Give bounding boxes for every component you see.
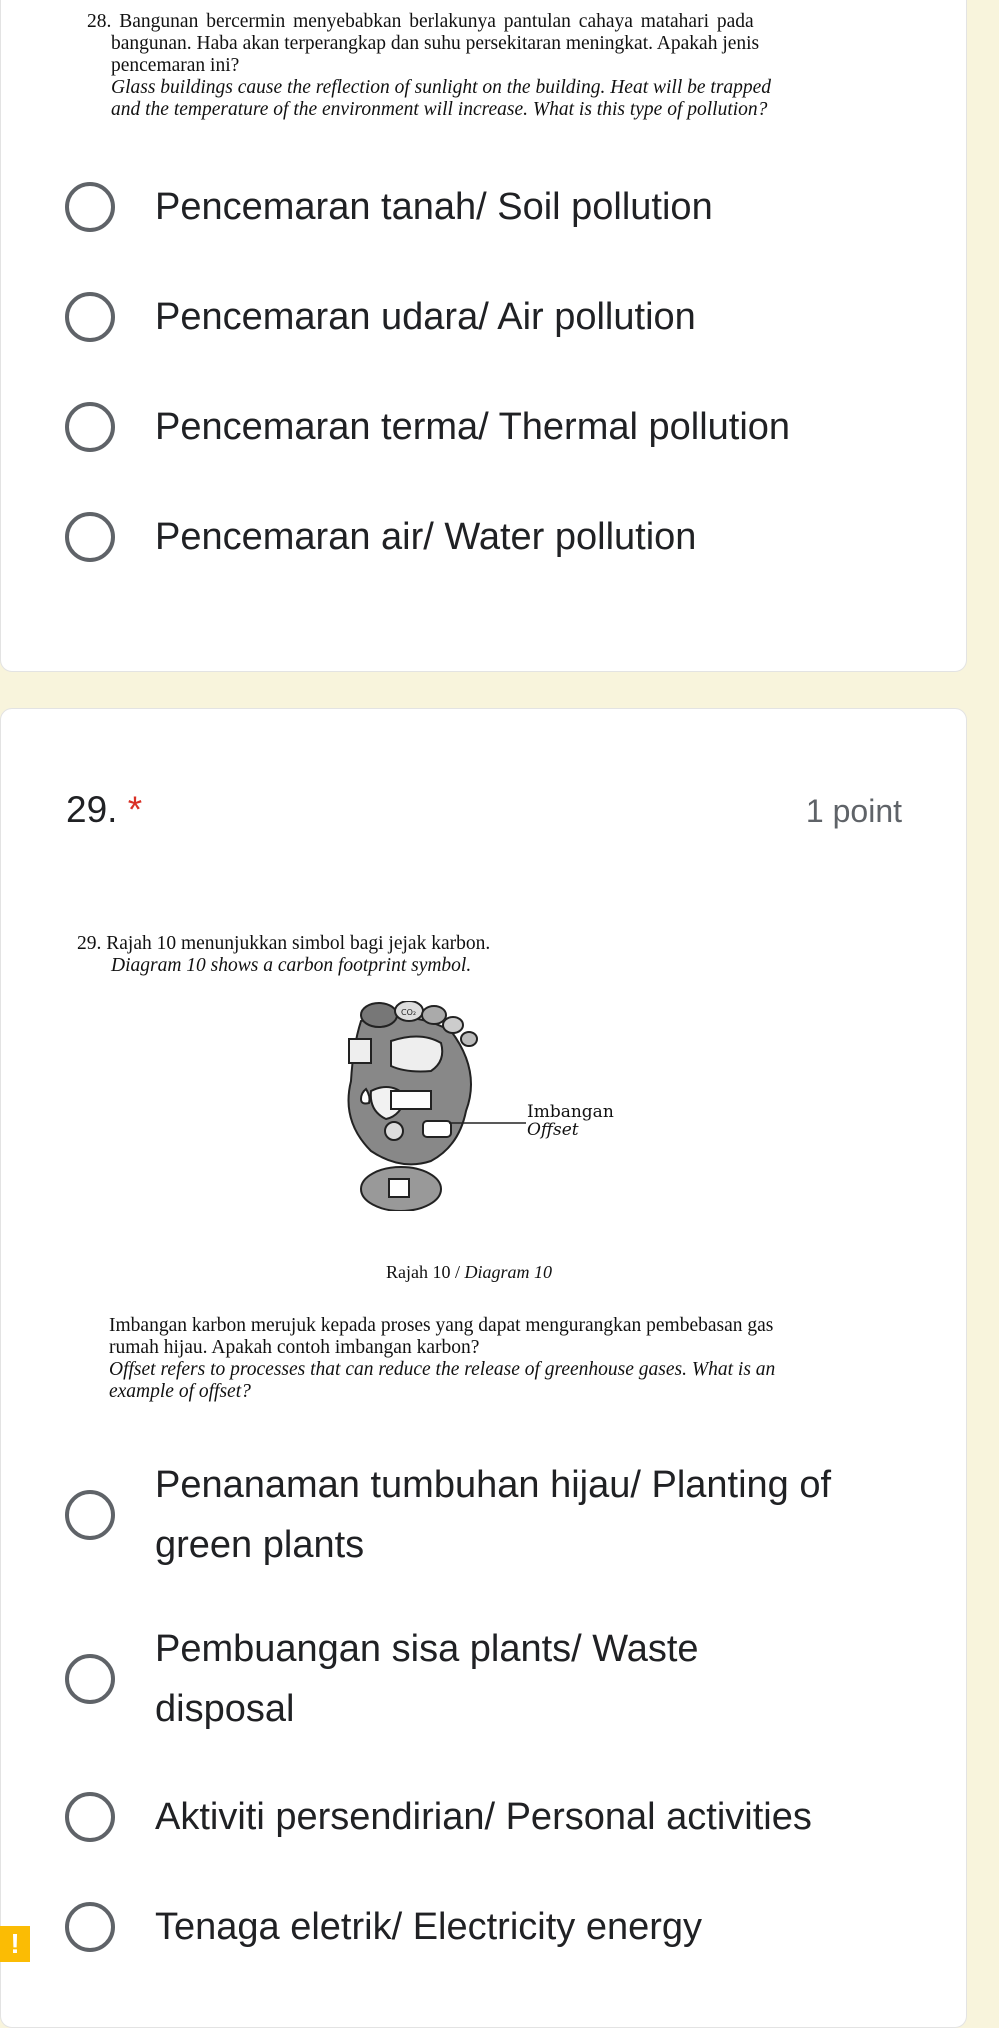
option-label: Pencemaran air/ Water pollution (155, 516, 697, 558)
question-card-28 (0, 0, 967, 672)
question-29-intro (77, 933, 490, 977)
question-28-line-2: bangunan. Haba akan terperangkap dan suhu persekitaran meningkat. Apakah jenis (111, 33, 760, 54)
question-28-line-en-2: and the temperature of the environment will increase. What is this type of pollution? (111, 99, 768, 120)
q28-option-1[interactable] (65, 177, 915, 237)
question-29-line-en-2: example of offset? (109, 1381, 251, 1402)
question-29-line-1: Imbangan karbon merujuk kepada proses yang dapat mengurangkan pembebasan gas (109, 1315, 774, 1336)
option-label: Aktiviti persendirian/ Personal activities (155, 1796, 812, 1838)
footprint-toe (361, 1003, 397, 1027)
question-29-line-2: rumah hijau. Apakah contoh imbangan karbon? (109, 1337, 480, 1358)
carbon-footprint-diagram (331, 1001, 651, 1211)
offset-segment (423, 1121, 451, 1137)
option-label: Pencemaran tanah/ Soil pollution (155, 186, 713, 228)
footprint-segment (391, 1036, 442, 1071)
diagram-caption (386, 1261, 552, 1283)
option-label: Tenaga eletrik/ Electricity energy (155, 1906, 703, 1948)
question-card-29 (0, 708, 967, 2028)
option-label: Pencemaran udara/ Air pollution (155, 296, 696, 338)
radio-button[interactable] (65, 512, 115, 562)
recycle-icon (385, 1122, 403, 1140)
footprint-toe (443, 1017, 463, 1033)
offset-label-ms: Imbangan (527, 1102, 614, 1122)
question-number-text: 29. (66, 789, 118, 830)
caption-en: Diagram 10 (464, 1262, 553, 1282)
footprint-toe (461, 1032, 477, 1046)
radio-button[interactable] (65, 1490, 115, 1540)
question-28-line-3: pencemaran ini? (111, 55, 240, 76)
required-asterisk: * (127, 789, 143, 830)
q28-option-2[interactable] (65, 287, 915, 347)
radio-button[interactable] (65, 402, 115, 452)
q29-option-4[interactable] (65, 1897, 915, 1957)
footprint-toe (422, 1006, 446, 1024)
question-29-text (109, 1315, 775, 1403)
q28-option-4[interactable] (65, 507, 915, 567)
question-29-intro-ms: 29. Rajah 10 menunjukkan simbol bagi jejak karbon. (77, 933, 491, 954)
fuel-pump-icon (349, 1039, 371, 1063)
alert-icon[interactable]: ! (0, 1926, 30, 1962)
q28-option-3[interactable] (65, 397, 915, 457)
toe-co2-label: CO₂ (401, 1008, 417, 1017)
q29-option-3[interactable] (65, 1787, 915, 1847)
q29-option-1[interactable] (65, 1455, 915, 1575)
bin-icon (389, 1179, 409, 1197)
radio-button[interactable] (65, 1902, 115, 1952)
question-28-line-en-1: Glass buildings cause the reflection of sunlight on the building. Heat will be trapped (111, 77, 772, 98)
question-number (66, 789, 142, 831)
question-28-text (87, 11, 772, 121)
points-label: 1 point (805, 793, 902, 829)
caption-ms: Rajah 10 / (386, 1262, 465, 1282)
radio-button[interactable] (65, 1654, 115, 1704)
offset-label-en: Offset (527, 1120, 579, 1140)
option-label: Pembuangan sisa plants/ Waste disposal (155, 1628, 699, 1730)
question-29-intro-en: Diagram 10 shows a carbon footprint symbol. (111, 955, 472, 976)
radio-button[interactable] (65, 1792, 115, 1842)
option-label: Penanaman tumbuhan hijau/ Planting of green plants (155, 1464, 832, 1566)
radio-button[interactable] (65, 292, 115, 342)
truck-icon (391, 1091, 431, 1109)
question-29-line-en-1: Offset refers to processes that can reduce the release of greenhouse gases. What is an (109, 1359, 776, 1380)
radio-button[interactable] (65, 182, 115, 232)
q29-option-2[interactable] (65, 1619, 775, 1739)
option-label: Pencemaran terma/ Thermal pollution (155, 406, 791, 448)
question-28-line-1: 28. Bangunan bercermin menyebabkan berlakunya pantulan cahaya matahari pada (87, 11, 754, 32)
